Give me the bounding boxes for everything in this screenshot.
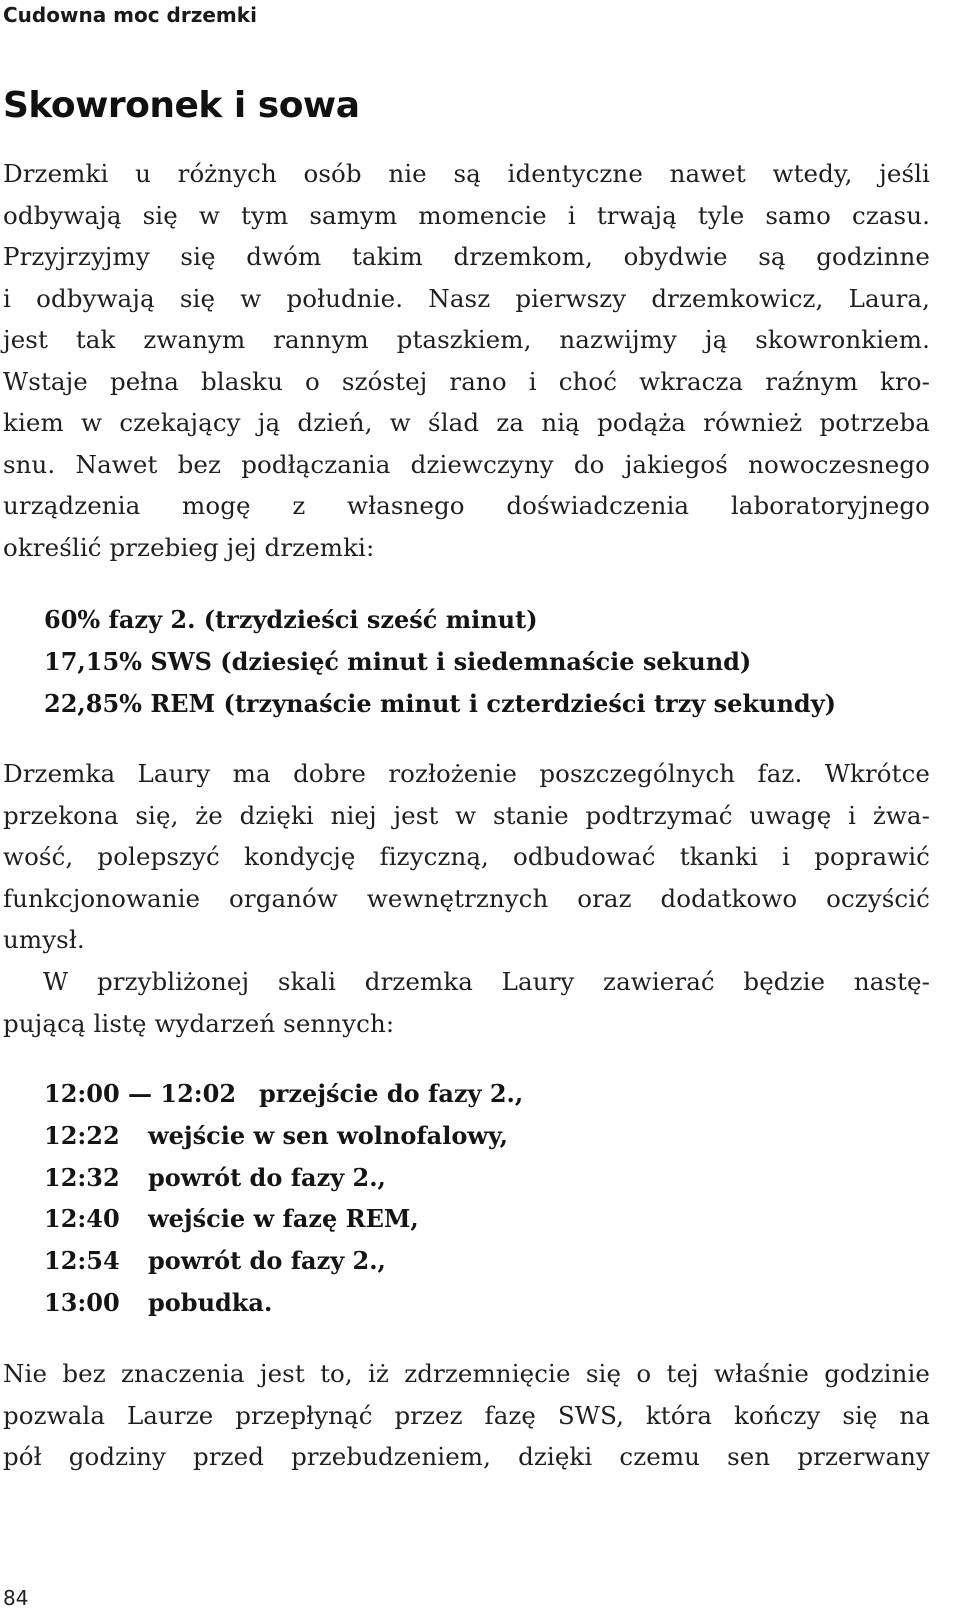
paragraph-line: i odbywają się w południe. Nasz pierwszy drzemkowicz, Laura, xyxy=(3,283,930,313)
timeline-time: 12:54 xyxy=(44,1246,120,1276)
paragraph-line: wość, polepszyć kondycję fizyczną, odbudować tkanki i poprawić xyxy=(3,842,930,871)
paragraph-1 xyxy=(3,153,930,568)
paragraph-line: pozwala Laurze przepłynąć przez fazę SWS, która kończy się na xyxy=(3,1400,930,1430)
timeline-event: powrót do fazy 2., xyxy=(148,1246,386,1276)
paragraph-4 xyxy=(3,1353,930,1478)
timeline-row xyxy=(44,1157,523,1199)
paragraph-2 xyxy=(3,753,930,961)
timeline-event: wejście w fazę REM, xyxy=(148,1204,419,1234)
timeline-row xyxy=(44,1073,523,1115)
paragraph-line: snu. Nawet bez podłączania dziewczyny do jakiegoś nowoczesnego xyxy=(3,449,930,479)
timeline-time: 12:00 — 12:02 xyxy=(44,1079,237,1108)
timeline-time: 13:00 xyxy=(44,1287,120,1317)
phase-list xyxy=(44,599,836,724)
list-item: 22,85% REM (trzynaście minut i czterdzieści trzy sekundy) xyxy=(44,688,837,718)
paragraph-line: umysł. xyxy=(3,925,85,954)
paragraph-line: Drzemka Laury ma dobre rozłożenie poszczególnych faz. Wkrótce xyxy=(3,759,930,788)
timeline-row xyxy=(44,1198,523,1240)
timeline-row xyxy=(44,1115,523,1157)
paragraph-line: kiem w czekający ją dzień, w ślad za nią podąża również potrzeba xyxy=(3,408,930,437)
paragraph-line: przekona się, że dzięki niej jest w stanie podtrzymać uwagę i żwa- xyxy=(3,800,930,830)
running-head: Cudowna moc drzemki xyxy=(3,3,257,27)
timeline-event: pobudka. xyxy=(148,1287,273,1317)
timeline-event: przejście do fazy 2., xyxy=(259,1079,524,1108)
section-heading: Skowronek i sowa xyxy=(3,85,360,126)
paragraph-line: urządzenia mogę z własnego doświadczenia laboratoryjnego xyxy=(3,491,930,520)
paragraph-line: Drzemki u różnych osób nie są identyczne nawet wtedy, jeśli xyxy=(3,159,930,188)
paragraph-line: Przyjrzyjmy się dwóm takim drzemkom, obydwie są godzinne xyxy=(3,242,930,271)
paragraph-line: jest tak zwanym rannym ptaszkiem, nazwijmy ją skowronkiem. xyxy=(3,325,930,354)
paragraph-line: Wstaje pełna blasku o szóstej rano i choć wkracza raźnym kro- xyxy=(3,366,930,396)
page-number: 84 xyxy=(3,1586,29,1610)
timeline-event: wejście w sen wolnofalowy, xyxy=(148,1120,508,1150)
paragraph-line: odbywają się w tym samym momencie i trwają tyle samo czasu. xyxy=(3,200,930,230)
paragraph-line: Nie bez znaczenia jest to, iż zdrzemnięcie się o tej właśnie godzinie xyxy=(3,1359,930,1388)
timeline-time: 12:32 xyxy=(44,1162,120,1192)
timeline-row xyxy=(44,1282,523,1324)
paragraph-line: określić przebieg jej drzemki: xyxy=(3,532,375,562)
paragraph-line: pół godziny przed przebudzeniem, dzięki czemu sen przerwany xyxy=(3,1442,930,1471)
timeline-time: 12:22 xyxy=(44,1120,120,1150)
list-item: 60% fazy 2. (trzydzieści sześć minut) xyxy=(44,605,538,634)
paragraph-3 xyxy=(3,961,930,1044)
event-timeline xyxy=(44,1073,523,1324)
timeline-row xyxy=(44,1240,523,1282)
paragraph-line: W przybliżonej skali drzemka Laury zawierać będzie nastę- xyxy=(43,967,930,996)
paragraph-line: pującą listę wydarzeń sennych: xyxy=(3,1008,395,1038)
timeline-event: powrót do fazy 2., xyxy=(148,1162,386,1192)
list-item: 17,15% SWS (dziesięć minut i siedemnaście sekund) xyxy=(44,646,752,676)
paragraph-line: funkcjonowanie organów wewnętrznych oraz dodatkowo oczyścić xyxy=(3,883,930,913)
timeline-time: 12:40 xyxy=(44,1204,120,1234)
